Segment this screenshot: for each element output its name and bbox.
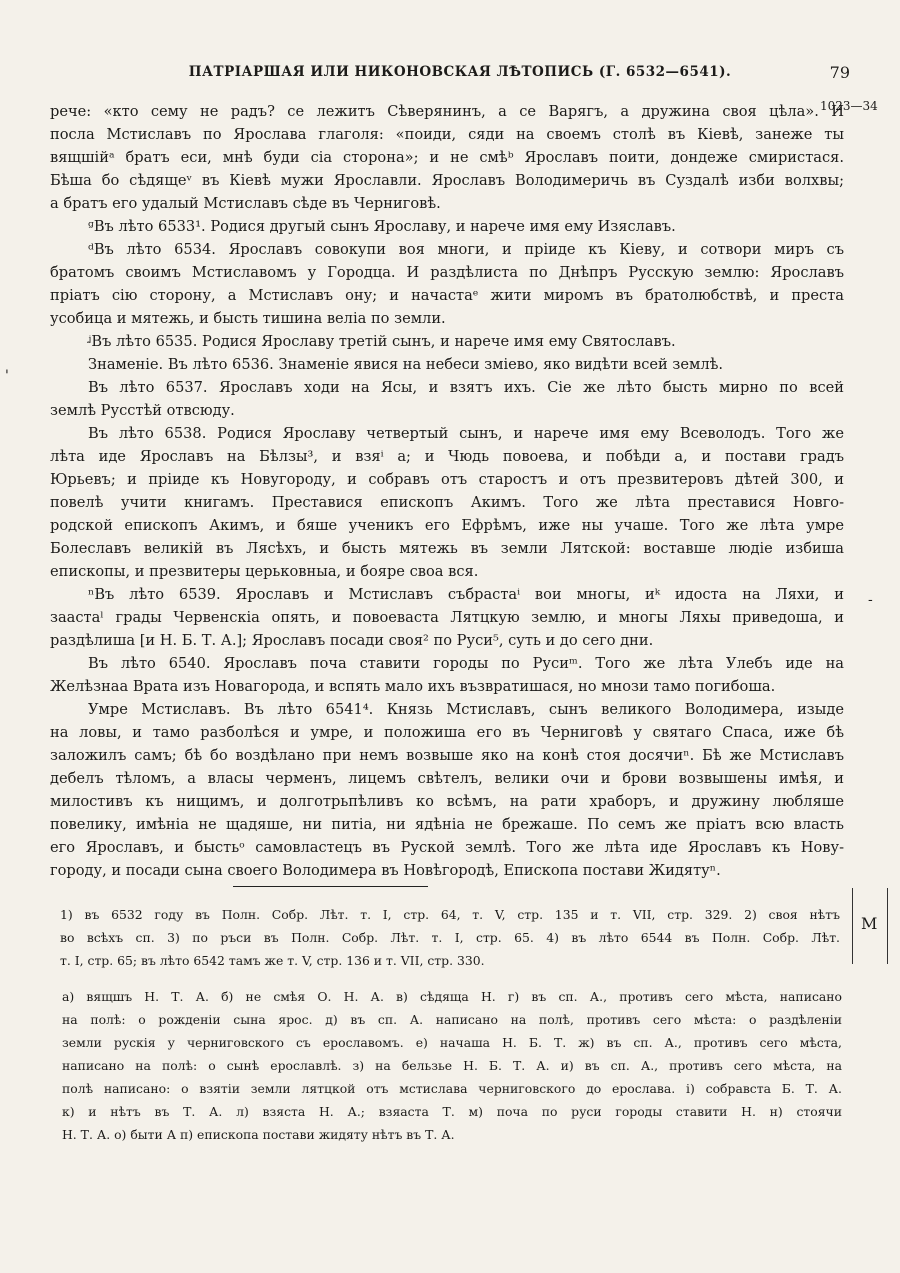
text-line: заложилъ самъ; бѣ бо воздѣлано при немъ возвыше яко на конѣ стоя досячиⁿ. Бѣ же Мстиславъ (50, 747, 844, 764)
footnote-divider (233, 886, 428, 887)
text-line: а братъ его удалый Мстиславъ сѣде въ Черниговѣ. (50, 195, 441, 212)
text-line: Знаменіе. Въ лѣто 6536. Знаменіе явися на небеси зміево, яко видѣти всей землѣ. (88, 356, 724, 373)
variant-note-line: полѣ написано: о взятіи земли лятцкой отъ мстислава черниговского до ерослава. і) собравста Б. Т. А. (62, 1081, 842, 1096)
text-line: землѣ Русстѣй отвсюду. (50, 402, 235, 419)
page-number: 79 (829, 63, 850, 82)
text-line: ᵍВъ лѣто 6533¹. Родися другый сынъ Ярославу, и нарече имя ему Изяславъ. (88, 218, 676, 235)
variant-note-line: а) вящшъ Н. Т. А. б) не смѣя О. Н. А. в) сѣдяща Н. г) въ сп. А., противъ сего мѣста, написано (62, 989, 842, 1004)
main-text (50, 100, 844, 882)
margin-year-range: 1023—34 (820, 99, 878, 113)
source-footnotes (60, 903, 840, 972)
margin-box-glyph: M (861, 914, 878, 933)
text-line: Въ лѣто 6538. Родися Ярославу четвертый сынъ, и нарече имя ему Всеволодъ. Того же (88, 425, 844, 442)
text-line: Въ лѣто 6537. Ярославъ ходи на Ясы, и взятъ ихъ. Сіе же лѣто бысть мирно по всей (88, 379, 844, 396)
variant-note-line: написано на полѣ: о сынѣ ерославлѣ. з) на бельзье Н. Б. Т. А. и) въ сп. А., противъ сего мѣста, на (62, 1058, 842, 1073)
text-line: братомъ своимъ Мстиславомъ у Городца. И раздѣлиста по Днѣпръ Русскую землю: Ярославъ (50, 264, 844, 281)
text-line: повелѣ учити книгамъ. Преставися епископъ Акимъ. Того же лѣта преставися Новго- (50, 494, 844, 511)
variant-note-line: на полѣ: о рожденіи сына ярос. д) въ сп. А. написано на полѣ, противъ сего мѣста: о раздѣленіи (62, 1012, 842, 1027)
text-line: Юрьевъ; и пріиде къ Новугороду, и собравъ отъ старостъ и отъ презвитеровъ дѣтей 300, и (50, 471, 844, 488)
footnote-line: во всѣхъ сп. 3) по ръси въ Полн. Собр. Лѣт. т. I, стр. 65. 4) въ лѣто 6544 въ Полн. Собр. Лѣт. (60, 930, 840, 945)
text-line: Въ лѣто 6540. Ярославъ поча ставити городы по Русиᵐ. Того же лѣта Улебъ иде на (88, 655, 844, 672)
text-line: посла Мстиславъ по Ярослава глаголя: «поиди, сяди на своемъ столѣ въ Кіевѣ, занеже ты (50, 126, 844, 143)
text-line: вящшійᵃ братъ еси, мнѣ буди сіа сторона»; и не смѣᵇ Ярославъ поити, дондеже смиристася. (50, 149, 844, 166)
text-line: пріатъ сію сторону, а Мстиславъ ону; и начастаᵉ жити миромъ въ братолюбствѣ, и преста (50, 287, 844, 304)
text-line: ⁿВъ лѣто 6539. Ярославъ и Мстиславъ събрастаⁱ вои многы, иᵏ идоста на Ляхи, и (88, 586, 844, 603)
text-line: ᶨВъ лѣто 6535. Родися Ярославу третій сынъ, и нарече имя ему Святославъ. (88, 333, 676, 350)
text-line: Умре Мстиславъ. Въ лѣто 6541⁴. Князь Мстиславъ, сынъ великого Володимера, изыде (88, 701, 844, 718)
text-line: лѣта иде Ярославъ на Бѣлзы³, и взяⁱ а; и Чюдь повоева, и побѣди а, и постави градъ (50, 448, 844, 465)
text-line: на ловы, и тамо разболѣся и умре, и положиша его въ Черниговѣ у святаго Спаса, иже бѣ (50, 724, 844, 741)
text-line: родской епископъ Акимъ, и бяше ученикъ его Ефрѣмъ, иже ны учаше. Того же лѣта умре (50, 517, 844, 534)
margin-box (852, 888, 888, 964)
text-line: усобица и мятежь, и бысть тишина веліа по земли. (50, 310, 446, 327)
footnote-line: 1) въ 6532 году въ Полн. Собр. Лѣт. т. I, стр. 64, т. V, стр. 135 и т. VII, стр. 329. 2) своя нѣтъ (60, 907, 840, 922)
text-line: ᵈВъ лѣто 6534. Ярославъ совокупи воя многи, и пріиде къ Кіеву, и сотвори миръ съ (88, 241, 844, 258)
text-line: заастаˡ грады Червенскіа опять, и повоеваста Лятцкую землю, и многы Ляхы приведоша, и (50, 609, 844, 626)
margin-dash: - (868, 592, 873, 608)
text-line: городу, и посади сына своего Володимера въ Новѣгородѣ, Епископа постави Жидятуⁿ. (50, 862, 721, 879)
text-line: Желѣзнаа Врата изъ Новагорода, и вспять мало ихъ възвратишася, но мнози тамо погибоша. (50, 678, 776, 695)
margin-mark: ' (5, 368, 9, 384)
text-line: повелику, имѣніа не щадяше, ни питіа, ни ядѣніа не брежаше. По семъ же пріатъ всю власть (50, 816, 844, 833)
variant-footnotes (62, 985, 842, 1146)
variant-note-line: к) и нѣтъ въ Т. А. л) взяста Н. А.; взяаста Т. м) поча по руси городы ставити Н. н) стоячи (62, 1104, 842, 1119)
text-line: дебелъ тѣломъ, а власы черменъ, лицемъ свѣтелъ, велики очи и брови возвышены имѣя, и (50, 770, 844, 787)
text-line: Бѣша бо сѣдящеᵛ въ Кіевѣ мужи Ярославли. Ярославъ Володимеричь въ Суздалѣ изби волхвы; (50, 172, 844, 189)
footnote-line: т. I, стр. 65; въ лѣто 6542 тамъ же т. V, стр. 136 и т. VII, стр. 330. (60, 953, 485, 968)
text-line: милостивъ къ нищимъ, и долготрьпѣливъ ко всѣмъ, на рати храборъ, и дружину любляше (50, 793, 844, 810)
running-title: ПАТРІАРШАЯ ИЛИ НИКОНОВСКАЯ ЛѢТОПИСЬ (Г. 6532—6541). (188, 64, 732, 80)
text-line: раздѣлиша [и Н. Б. Т. А.]; Ярославъ посади своя² по Руси⁵, суть и до сего дни. (50, 632, 654, 649)
text-line: его Ярославъ, и быстьᵒ самовластецъ въ Руской землѣ. Того же лѣта иде Ярославъ къ Нову- (50, 839, 844, 856)
variant-note-line: земли рускія у черниговского съ ерославомъ. е) начаша Н. Б. Т. ж) въ сп. А., противъ сего мѣста, (62, 1035, 842, 1050)
text-line: рече: «кто сему не радъ? се лежитъ Сѣверянинъ, а се Варягъ, а дружина своя цѣла». И (50, 103, 844, 120)
variant-note-line: Н. Т. А. о) быти А п) епископа постави жидяту нѣтъ въ Т. А. (62, 1127, 455, 1142)
page-header (50, 64, 850, 86)
text-line: епископы, и презвитеры церьковныа, и бояре своа вся. (50, 563, 479, 580)
text-line: Болеславъ великій въ Лясѣхъ, и бысть мятежь въ земли Лятской: воставше людіе избиша (50, 540, 844, 557)
